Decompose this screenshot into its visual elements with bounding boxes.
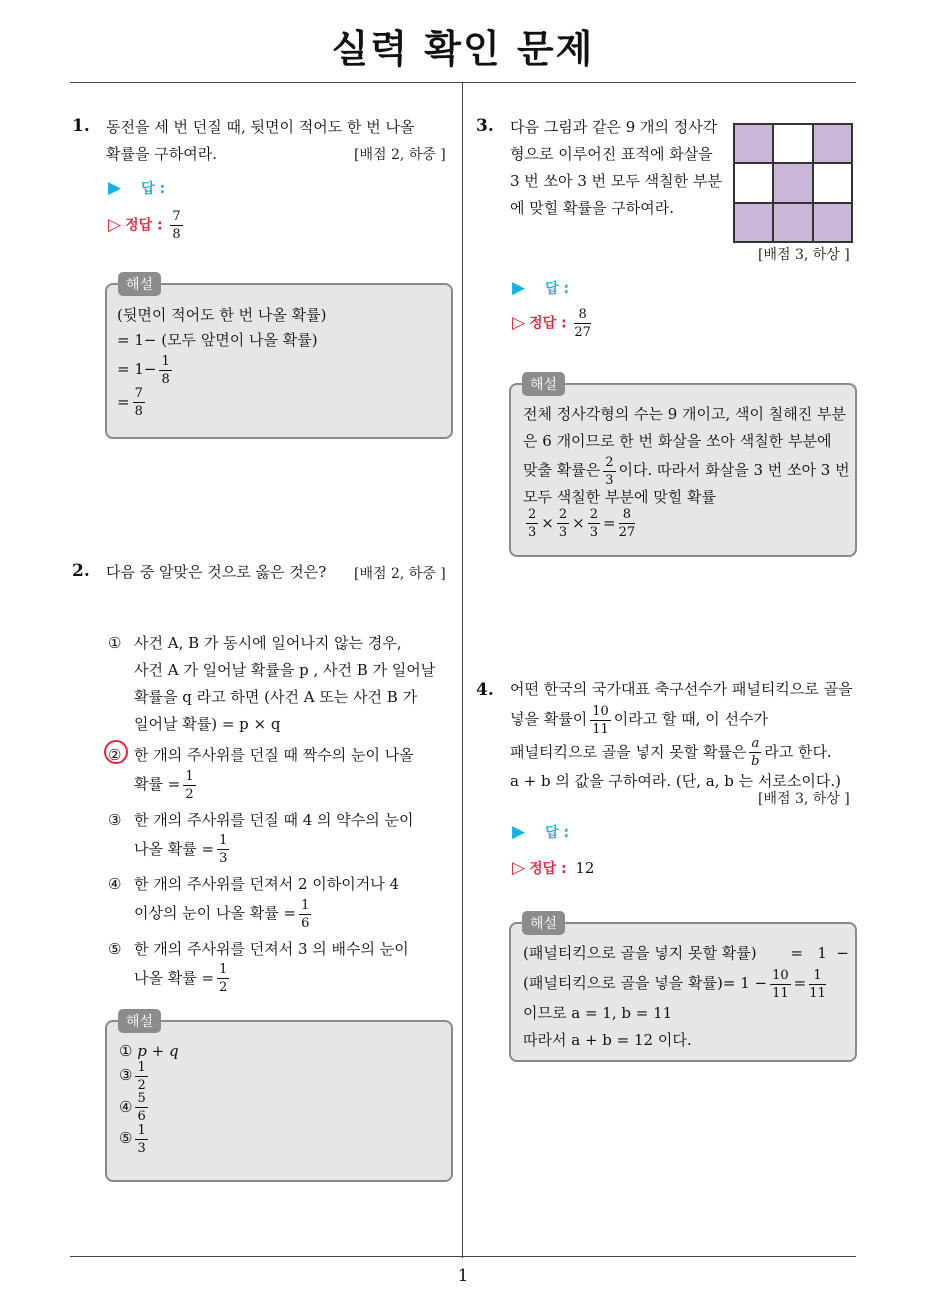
question-2-explanation bbox=[105, 1020, 453, 1182]
explanation-line: (패널티킥으로 골을 넣지 못할 확률) = 1 − bbox=[523, 944, 849, 962]
answer-arrow-icon: ▶ bbox=[108, 178, 122, 198]
question-3-number: 3. bbox=[476, 116, 494, 136]
option-2: ② 한 개의 주사위를 던질 때 짝수의 눈이 나올 확률 = $\frac{1}{2}$ bbox=[108, 746, 414, 802]
question-3-score: [배점 3, 하상 ] bbox=[758, 247, 850, 263]
correct-arrow-icon: ▷ bbox=[108, 214, 122, 235]
explanation-line: ① p + q bbox=[119, 1042, 179, 1060]
grid-cell-shaded bbox=[813, 124, 852, 163]
question-3-line: 다음 그림과 같은 9 개의 정사각 bbox=[510, 118, 718, 136]
question-2-number: 2. bbox=[72, 561, 90, 581]
question-4-answer bbox=[512, 822, 569, 842]
question-1-number: 1. bbox=[72, 116, 90, 136]
question-1-line: 확률을 구하여라. bbox=[106, 145, 217, 163]
explanation-line: 모두 색칠한 부분에 맞힐 확률 bbox=[523, 487, 716, 506]
bottom-rule bbox=[70, 1256, 856, 1257]
answer-label: 답 : bbox=[141, 181, 166, 197]
explanation-line: ⑤ $\frac{1}{3}$ bbox=[119, 1122, 146, 1156]
correct-fraction: $\frac{7}{8}$ bbox=[172, 209, 181, 242]
explanation-line: $\frac{2}{3}$ × $\frac{2}{3}$ × $\frac{2}{3}$ = $\frac{8}{27}$ bbox=[528, 507, 636, 540]
explanation-line: = $\frac{7}{8}$ bbox=[117, 386, 143, 419]
explanation-tag: 해설 bbox=[522, 911, 565, 935]
correct-label: 정답 : bbox=[125, 217, 163, 234]
question-3-explanation bbox=[509, 383, 857, 557]
explanation-line: 따라서 a + b = 12 이다. bbox=[523, 1030, 692, 1049]
selected-answer-circle bbox=[104, 740, 128, 764]
grid-cell-shaded bbox=[773, 163, 812, 202]
question-1-explanation bbox=[105, 283, 453, 439]
grid-cell-shaded bbox=[734, 124, 773, 163]
grid-cell-empty bbox=[734, 163, 773, 202]
question-3-line: 3 번 쏘아 3 번 모두 색칠한 부분 bbox=[510, 172, 722, 190]
top-rule bbox=[70, 82, 856, 83]
explanation-line: ④ $\frac{5}{6}$ bbox=[119, 1091, 146, 1124]
explanation-line: (패널티킥으로 골을 넣을 확률)= 1 − $\frac{10}{11}$ = $\frac{1}{11}$ bbox=[523, 967, 826, 1001]
page-number: 1 bbox=[457, 1266, 469, 1286]
option-3: ③ 한 개의 주사위를 던질 때 4 의 약수의 눈이 나올 확률 = $\frac{1}{3}$ bbox=[108, 810, 414, 866]
explanation-line: 이므로 a = 1, b = 11 bbox=[523, 1003, 673, 1022]
question-3-line: 에 맞힐 확률을 구하여라. bbox=[510, 199, 674, 217]
correct-arrow-icon: ▷ bbox=[512, 312, 526, 333]
question-4-score: [배점 3, 하상 ] bbox=[758, 791, 850, 807]
explanation-tag: 해설 bbox=[522, 372, 565, 396]
answer-arrow-icon: ▶ bbox=[512, 278, 526, 298]
explanation-tag: 해설 bbox=[118, 1009, 161, 1033]
question-1-line: 동전을 세 번 던질 때, 뒷면이 적어도 한 번 나올 bbox=[106, 118, 415, 136]
explanation-line: ③ $\frac{1}{2}$ bbox=[119, 1059, 146, 1093]
grid-cell-empty bbox=[773, 124, 812, 163]
correct-value: 12 bbox=[575, 859, 595, 877]
grid-cell-shaded bbox=[734, 203, 773, 242]
question-4-number: 4. bbox=[476, 680, 494, 700]
question-4-line: 패널티킥으로 골을 넣지 못할 확률은 $\frac{a}{b}$ 라고 한다. bbox=[510, 736, 832, 769]
target-grid bbox=[733, 123, 853, 243]
explanation-line: = 1− (모두 앞면이 나올 확률) bbox=[117, 331, 318, 349]
question-1-answer bbox=[108, 178, 165, 198]
answer-label: 답 : bbox=[545, 281, 570, 297]
question-1-correct bbox=[108, 210, 186, 241]
explanation-line: (뒷면이 적어도 한 번 나올 확률) bbox=[117, 306, 327, 324]
explanation-line: 맞출 확률은 $\frac{2}{3}$ 이다. 따라서 화살을 3 번 쏘아 3 번 bbox=[523, 454, 850, 488]
grid-cell-empty bbox=[813, 163, 852, 202]
question-2-text: 다음 중 알맞은 것으로 옳은 것은? bbox=[106, 563, 327, 581]
explanation-text bbox=[117, 303, 326, 418]
correct-fraction: $\frac{8}{27}$ bbox=[574, 307, 591, 340]
correct-label: 정답 : bbox=[529, 861, 567, 877]
correct-label: 정답 : bbox=[529, 315, 567, 332]
question-4-line: a + b 의 값을 구하여라. (단, a, b 는 서로소이다.) bbox=[510, 772, 841, 790]
grid-cell-shaded bbox=[773, 203, 812, 242]
explanation-tag: 해설 bbox=[118, 272, 161, 296]
explanation-line: 전체 정사각형의 수는 9 개이고, 색이 칠해진 부분 bbox=[523, 405, 846, 423]
question-2-score: [배점 2, 하중 ] bbox=[354, 566, 446, 582]
question-4-text bbox=[510, 676, 853, 795]
question-3-answer bbox=[512, 278, 569, 298]
option-4: ④ 한 개의 주사위를 던져서 2 이하이거나 4 이상의 눈이 나올 확률 = $\frac{1}{6}$ bbox=[108, 875, 400, 931]
correct-arrow-icon: ▷ bbox=[512, 858, 526, 878]
explanation-line: 은 6 개이므로 한 번 화살을 쏘아 색칠한 부분에 bbox=[523, 432, 832, 450]
option-5: ⑤ 한 개의 주사위를 던져서 3 의 배수의 눈이 나올 확률 = $\frac{1}{2}$ bbox=[108, 939, 409, 995]
option-1: ① 사건 A, B 가 동시에 일어나지 않는 경우, 사건 A 가 일어날 확률을 p , 사건 B 가 일어날 확률을 q 라고 하면 (사건 A 또는 사건 B 가 일어날 확률) = p × q bbox=[108, 634, 436, 733]
answer-label: 답 : bbox=[545, 825, 570, 841]
explanation-text bbox=[523, 940, 849, 1054]
question-3-line: 형으로 이루어진 표적에 화살을 bbox=[510, 145, 713, 163]
question-4-line: 어떤 한국의 국가대표 축구선수가 패널티킥으로 골을 bbox=[510, 680, 853, 698]
explanation-text bbox=[119, 1042, 179, 1155]
question-4-correct bbox=[512, 858, 594, 878]
column-divider bbox=[462, 82, 463, 1258]
question-3-text bbox=[510, 114, 722, 222]
explanation-line: = 1− $\frac{1}{8}$ bbox=[117, 353, 170, 387]
question-4-explanation bbox=[509, 922, 857, 1062]
page-title: 실력 확인 문제 bbox=[331, 27, 595, 71]
grid-cell-shaded bbox=[813, 203, 852, 242]
question-3-correct bbox=[512, 308, 594, 339]
question-2-options bbox=[108, 630, 448, 994]
question-1-score: [배점 2, 하중 ] bbox=[354, 147, 446, 163]
answer-arrow-icon: ▶ bbox=[512, 822, 526, 842]
question-4-line: 넣을 확률이 $\frac{10}{11}$ 이라고 할 때, 이 선수가 bbox=[510, 703, 769, 737]
explanation-text bbox=[523, 401, 850, 539]
